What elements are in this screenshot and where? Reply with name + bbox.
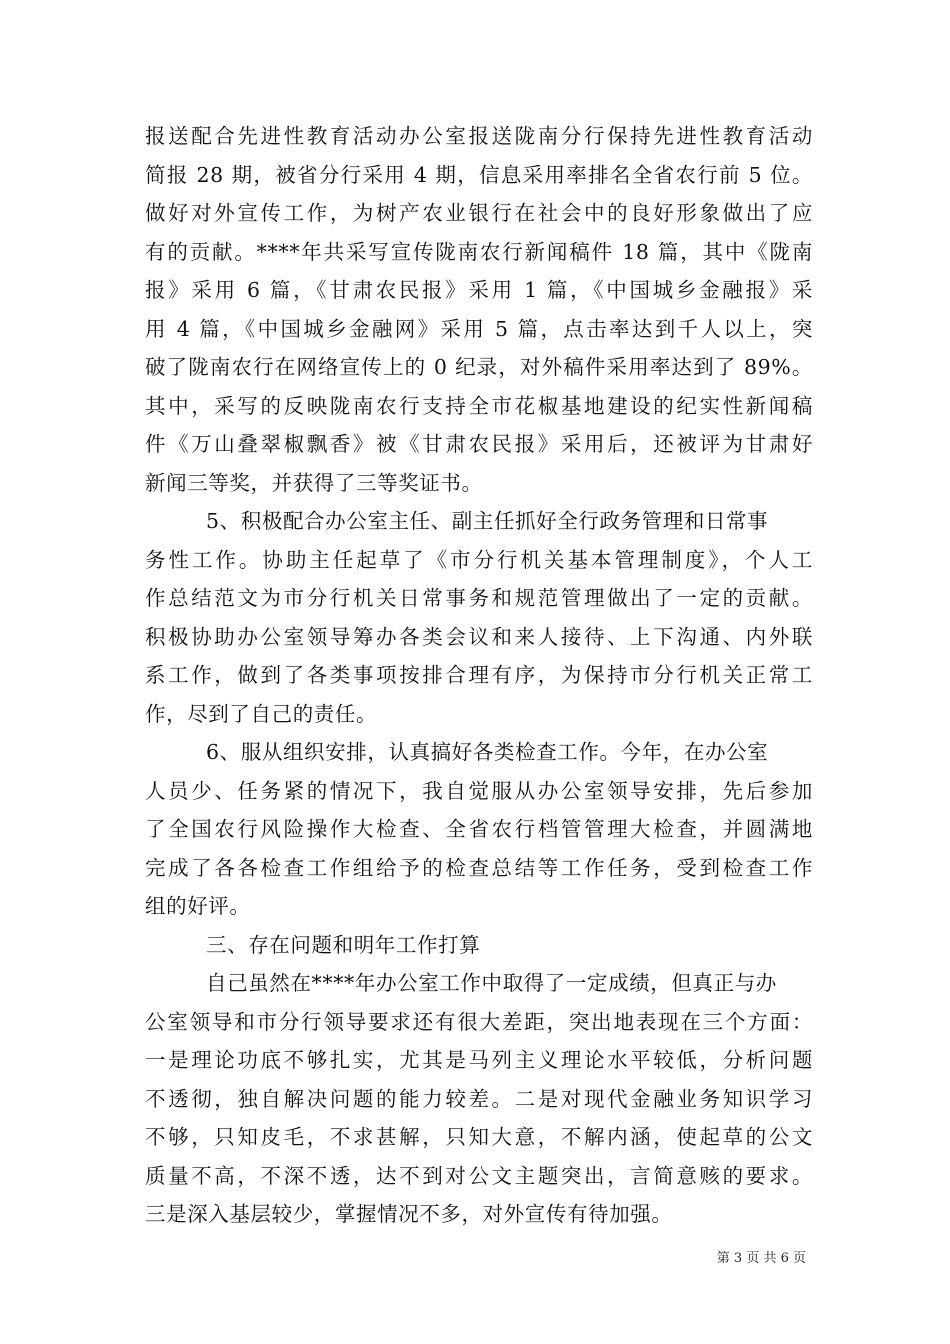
text-line: 有的贡献。****年共采写宣传陇南农行新闻稿件 18 篇，其中《陇南	[145, 239, 813, 264]
text-line: 质量不高，不深不透，达不到对公文主题突出，言简意赅的要求。	[145, 1163, 813, 1188]
text-line: 件《万山叠翠椒飘香》被《甘肃农民报》采用后，还被评为甘肃好	[145, 432, 813, 456]
text-line: 作总结范文为市分行机关日常事务和规范管理做出了一定的贡献。	[145, 586, 813, 610]
text-line: 不够，只知皮毛，不求甚解，只知大意，不解内涵，使起草的公文	[145, 1125, 813, 1149]
text-line: 报》采用 6 篇，《甘肃农民报》采用 1 篇，《中国城乡金融报》采	[145, 278, 813, 302]
text-line: 新闻三等奖，并获得了三等奖证书。	[145, 470, 483, 495]
document-body	[145, 117, 813, 1234]
text-line: 三是深入基层较少，掌握情况不多，对外宣传有待加强。	[145, 1202, 673, 1226]
text-line: 人员少、任务紧的情况下，我自觉服从办公室领导安排，先后参加	[145, 778, 813, 803]
text-line: 系工作，做到了各类事项按排合理有序，为保持市分行机关正常工	[145, 663, 813, 687]
text-line: 三、存在问题和明年工作打算	[206, 932, 481, 957]
text-line: 报送配合先进性教育活动办公室报送陇南分行保持先进性教育活动	[145, 124, 813, 148]
text-line: 组的好评。	[145, 894, 251, 918]
text-line: 完成了各各检查工作组给予的检查总结等工作任务，受到检查工作	[145, 855, 813, 880]
text-line: 了全国农行风险操作大检查、全省农行档管管理大检查，并圆满地	[145, 817, 813, 841]
text-line: 不透彻，独自解决问题的能力较差。二是对现代金融业务知识学习	[145, 1086, 813, 1111]
text-line: 简报 28 期，被省分行采用 4 期，信息采用率排名全省农行前 5 位。	[145, 162, 813, 187]
text-line: 用 4 篇，《中国城乡金融网》采用 5 篇，点击率达到千人以上，突	[145, 316, 813, 341]
text-line: 破了陇南农行在网络宣传上的 0 纪录，对外稿件采用率达到了 89%。	[145, 355, 813, 379]
text-line: 务性工作。协助主任起草了《市分行机关基本管理制度》，个人工	[145, 547, 813, 572]
text-line: 一是理论功底不够扎实，尤其是马列主义理论水平较低，分析问题	[145, 1048, 813, 1072]
text-line: 公室领导和市分行领导要求还有很大差距，突出地表现在三个方面：	[145, 1009, 813, 1034]
text-line: 其中，采写的反映陇南农行支持全市花椒基地建设的纪实性新闻稿	[145, 393, 813, 418]
text-line: 5、积极配合办公室主任、副主任抓好全行政务管理和日常事	[206, 509, 769, 533]
text-line: 6、服从组织安排，认真搞好各类检查工作。今年，在办公室	[206, 740, 769, 764]
text-line: 自己虽然在****年办公室工作中取得了一定成绩，但真正与办	[206, 971, 777, 995]
text-line: 积极协助办公室领导筹办各类会议和来人接待、上下沟通、内外联	[145, 624, 813, 649]
text-line: 作，尽到了自己的责任。	[145, 701, 378, 726]
page-number-footer: 第 3 页 共 6 页	[716, 1251, 806, 1266]
text-line: 做好对外宣传工作，为树产农业银行在社会中的良好形象做出了应	[145, 201, 813, 225]
